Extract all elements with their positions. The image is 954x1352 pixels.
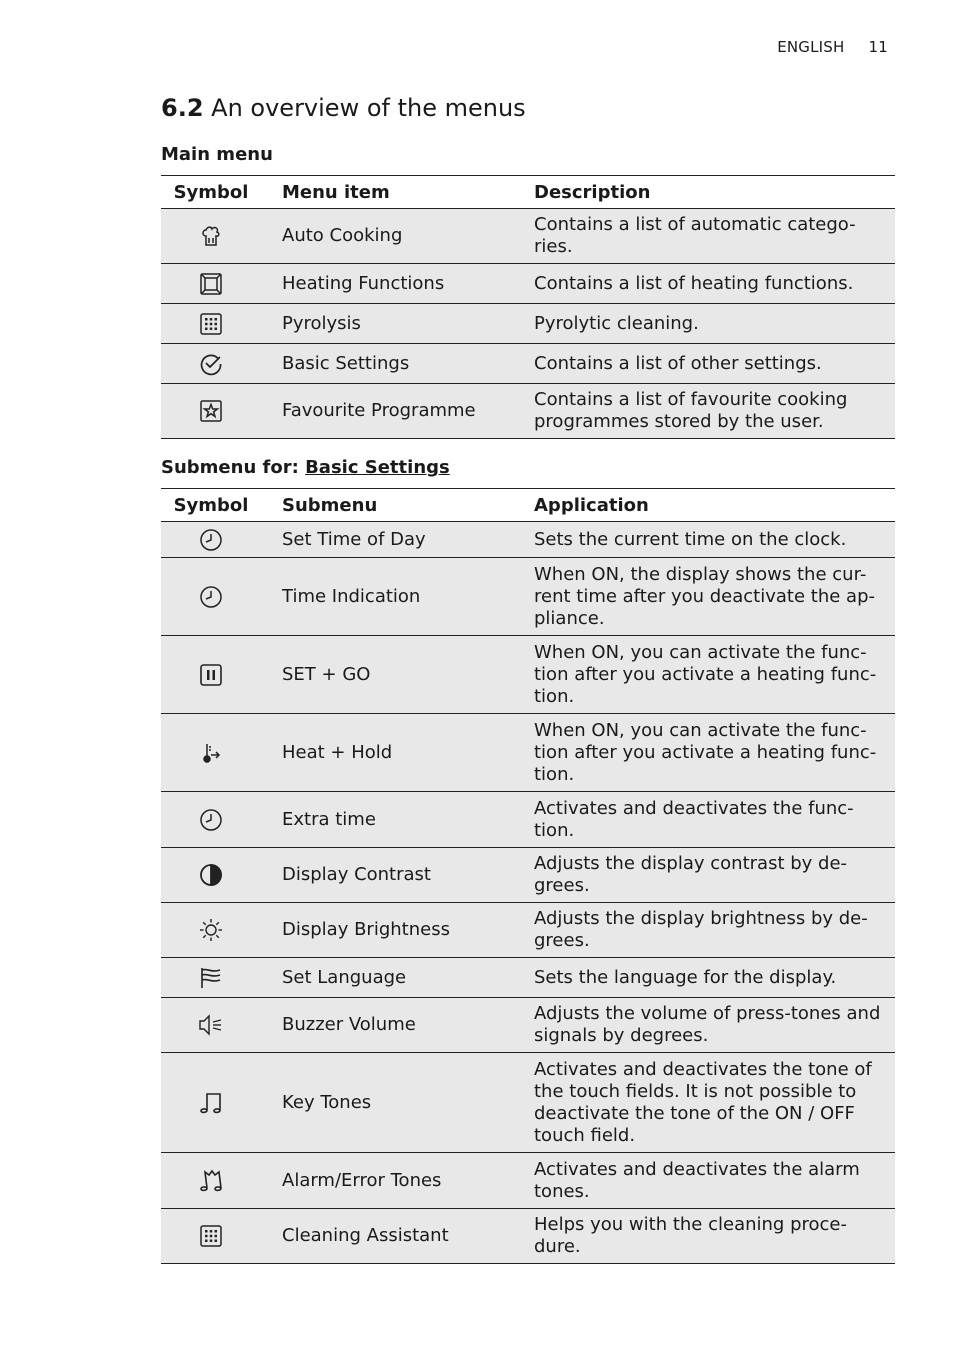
flag-icon (199, 966, 223, 990)
submenu-item-label: Display Contrast (261, 848, 524, 903)
submenu-item-label: Heat + Hold (261, 714, 524, 792)
menu-item-description: Contains a list of other settings. (524, 344, 895, 384)
clock-icon (199, 528, 223, 552)
table-header-row (161, 489, 895, 522)
clock-icon (199, 808, 223, 832)
table-row (161, 264, 895, 304)
submenu-item-description: Activates and deactivates the alarm tones. (524, 1153, 895, 1209)
menu-item-label: Heating Functions (261, 264, 524, 304)
submenu-item-description: When ON, you can activate the func-tion after you activate a heating func-tion. (524, 714, 895, 792)
pyrolysis-grid-icon (199, 1224, 223, 1248)
contrast-icon (199, 863, 223, 887)
main-menu-title: Main menu (161, 144, 273, 165)
table-row (161, 1053, 895, 1153)
submenu-item-description: Sets the current time on the clock. (524, 522, 895, 558)
table-row (161, 1209, 895, 1264)
table-row (161, 636, 895, 714)
submenu-item-description: Activates and deactivates the tone of the touch fields. It is not possible to deactivate the tone of the ON / OFF touch field. (524, 1053, 895, 1153)
submenu-item-label: Buzzer Volume (261, 998, 524, 1053)
table-header-row (161, 176, 895, 209)
alarm-tone-icon (197, 1168, 225, 1194)
table-row (161, 792, 895, 848)
header-language: ENGLISH (777, 38, 845, 56)
submenu-item-label: Key Tones (261, 1053, 524, 1153)
submenu-item-description: When ON, the display shows the cur-rent time after you deactivate the ap-pliance. (524, 558, 895, 636)
table-row (161, 522, 895, 558)
submenu-item-description: Adjusts the display contrast by de-grees. (524, 848, 895, 903)
submenu-item-description: Helps you with the cleaning proce-dure. (524, 1209, 895, 1264)
page-number: 11 (868, 38, 888, 56)
column-header-menu-item: Menu item (261, 176, 524, 209)
speaker-icon (198, 1013, 224, 1037)
page-header (753, 38, 888, 56)
section-number: 6.2 (161, 94, 204, 122)
table-row (161, 714, 895, 792)
clock-icon (199, 585, 223, 609)
menu-item-description: Contains a list of heating functions. (524, 264, 895, 304)
table-row (161, 344, 895, 384)
menu-item-label: Basic Settings (261, 344, 524, 384)
main-menu-table (161, 175, 895, 439)
menu-item-label: Pyrolysis (261, 304, 524, 344)
table-row (161, 1153, 895, 1209)
submenu-item-label: Time Indication (261, 558, 524, 636)
submenu-item-label: Set Language (261, 958, 524, 998)
menu-item-label: Favourite Programme (261, 384, 524, 439)
menu-item-description: Pyrolytic cleaning. (524, 304, 895, 344)
music-note-icon (198, 1090, 224, 1116)
submenu-title-prefix: Submenu for: (161, 457, 299, 478)
submenu-item-description: When ON, you can activate the func-tion after you activate a heating func-tion. (524, 636, 895, 714)
submenu-item-label: Display Brightness (261, 903, 524, 958)
submenu-item-description: Adjusts the volume of press-tones and signals by degrees. (524, 998, 895, 1053)
thermometer-arrow-icon (199, 741, 223, 765)
table-row (161, 558, 895, 636)
oven-icon (199, 272, 223, 296)
submenu-item-label: Cleaning Assistant (261, 1209, 524, 1264)
star-square-icon (199, 399, 223, 423)
pause-square-icon (199, 663, 223, 687)
sun-icon (199, 918, 223, 942)
section-title-text: An overview of the menus (211, 94, 526, 122)
table-row (161, 903, 895, 958)
table-row (161, 998, 895, 1053)
submenu-item-label: Extra time (261, 792, 524, 848)
menu-item-label: Auto Cooking (261, 209, 524, 264)
pyrolysis-grid-icon (199, 312, 223, 336)
table-row (161, 384, 895, 439)
column-header-submenu: Submenu (261, 489, 524, 522)
column-header-symbol: Symbol (161, 489, 261, 522)
submenu-item-description: Sets the language for the display. (524, 958, 895, 998)
check-circle-icon (199, 352, 223, 376)
table-row (161, 958, 895, 998)
menu-item-description: Contains a list of favourite cooking programmes stored by the user. (524, 384, 895, 439)
submenu-table (161, 488, 895, 1264)
submenu-item-label: Alarm/Error Tones (261, 1153, 524, 1209)
submenu-item-label: SET + GO (261, 636, 524, 714)
column-header-symbol: Symbol (161, 176, 261, 209)
basic-settings-link[interactable]: Basic Settings (305, 457, 450, 478)
submenu-item-description: Adjusts the display brightness by de-grees. (524, 903, 895, 958)
table-row (161, 304, 895, 344)
submenu-title (161, 457, 450, 478)
submenu-item-label: Set Time of Day (261, 522, 524, 558)
section-title (161, 94, 526, 122)
column-header-application: Application (524, 489, 895, 522)
column-header-description: Description (524, 176, 895, 209)
menu-item-description: Contains a list of automatic catego-ries. (524, 209, 895, 264)
table-row (161, 848, 895, 903)
submenu-item-description: Activates and deactivates the func-tion. (524, 792, 895, 848)
chef-hat-icon (199, 224, 223, 248)
table-row (161, 209, 895, 264)
